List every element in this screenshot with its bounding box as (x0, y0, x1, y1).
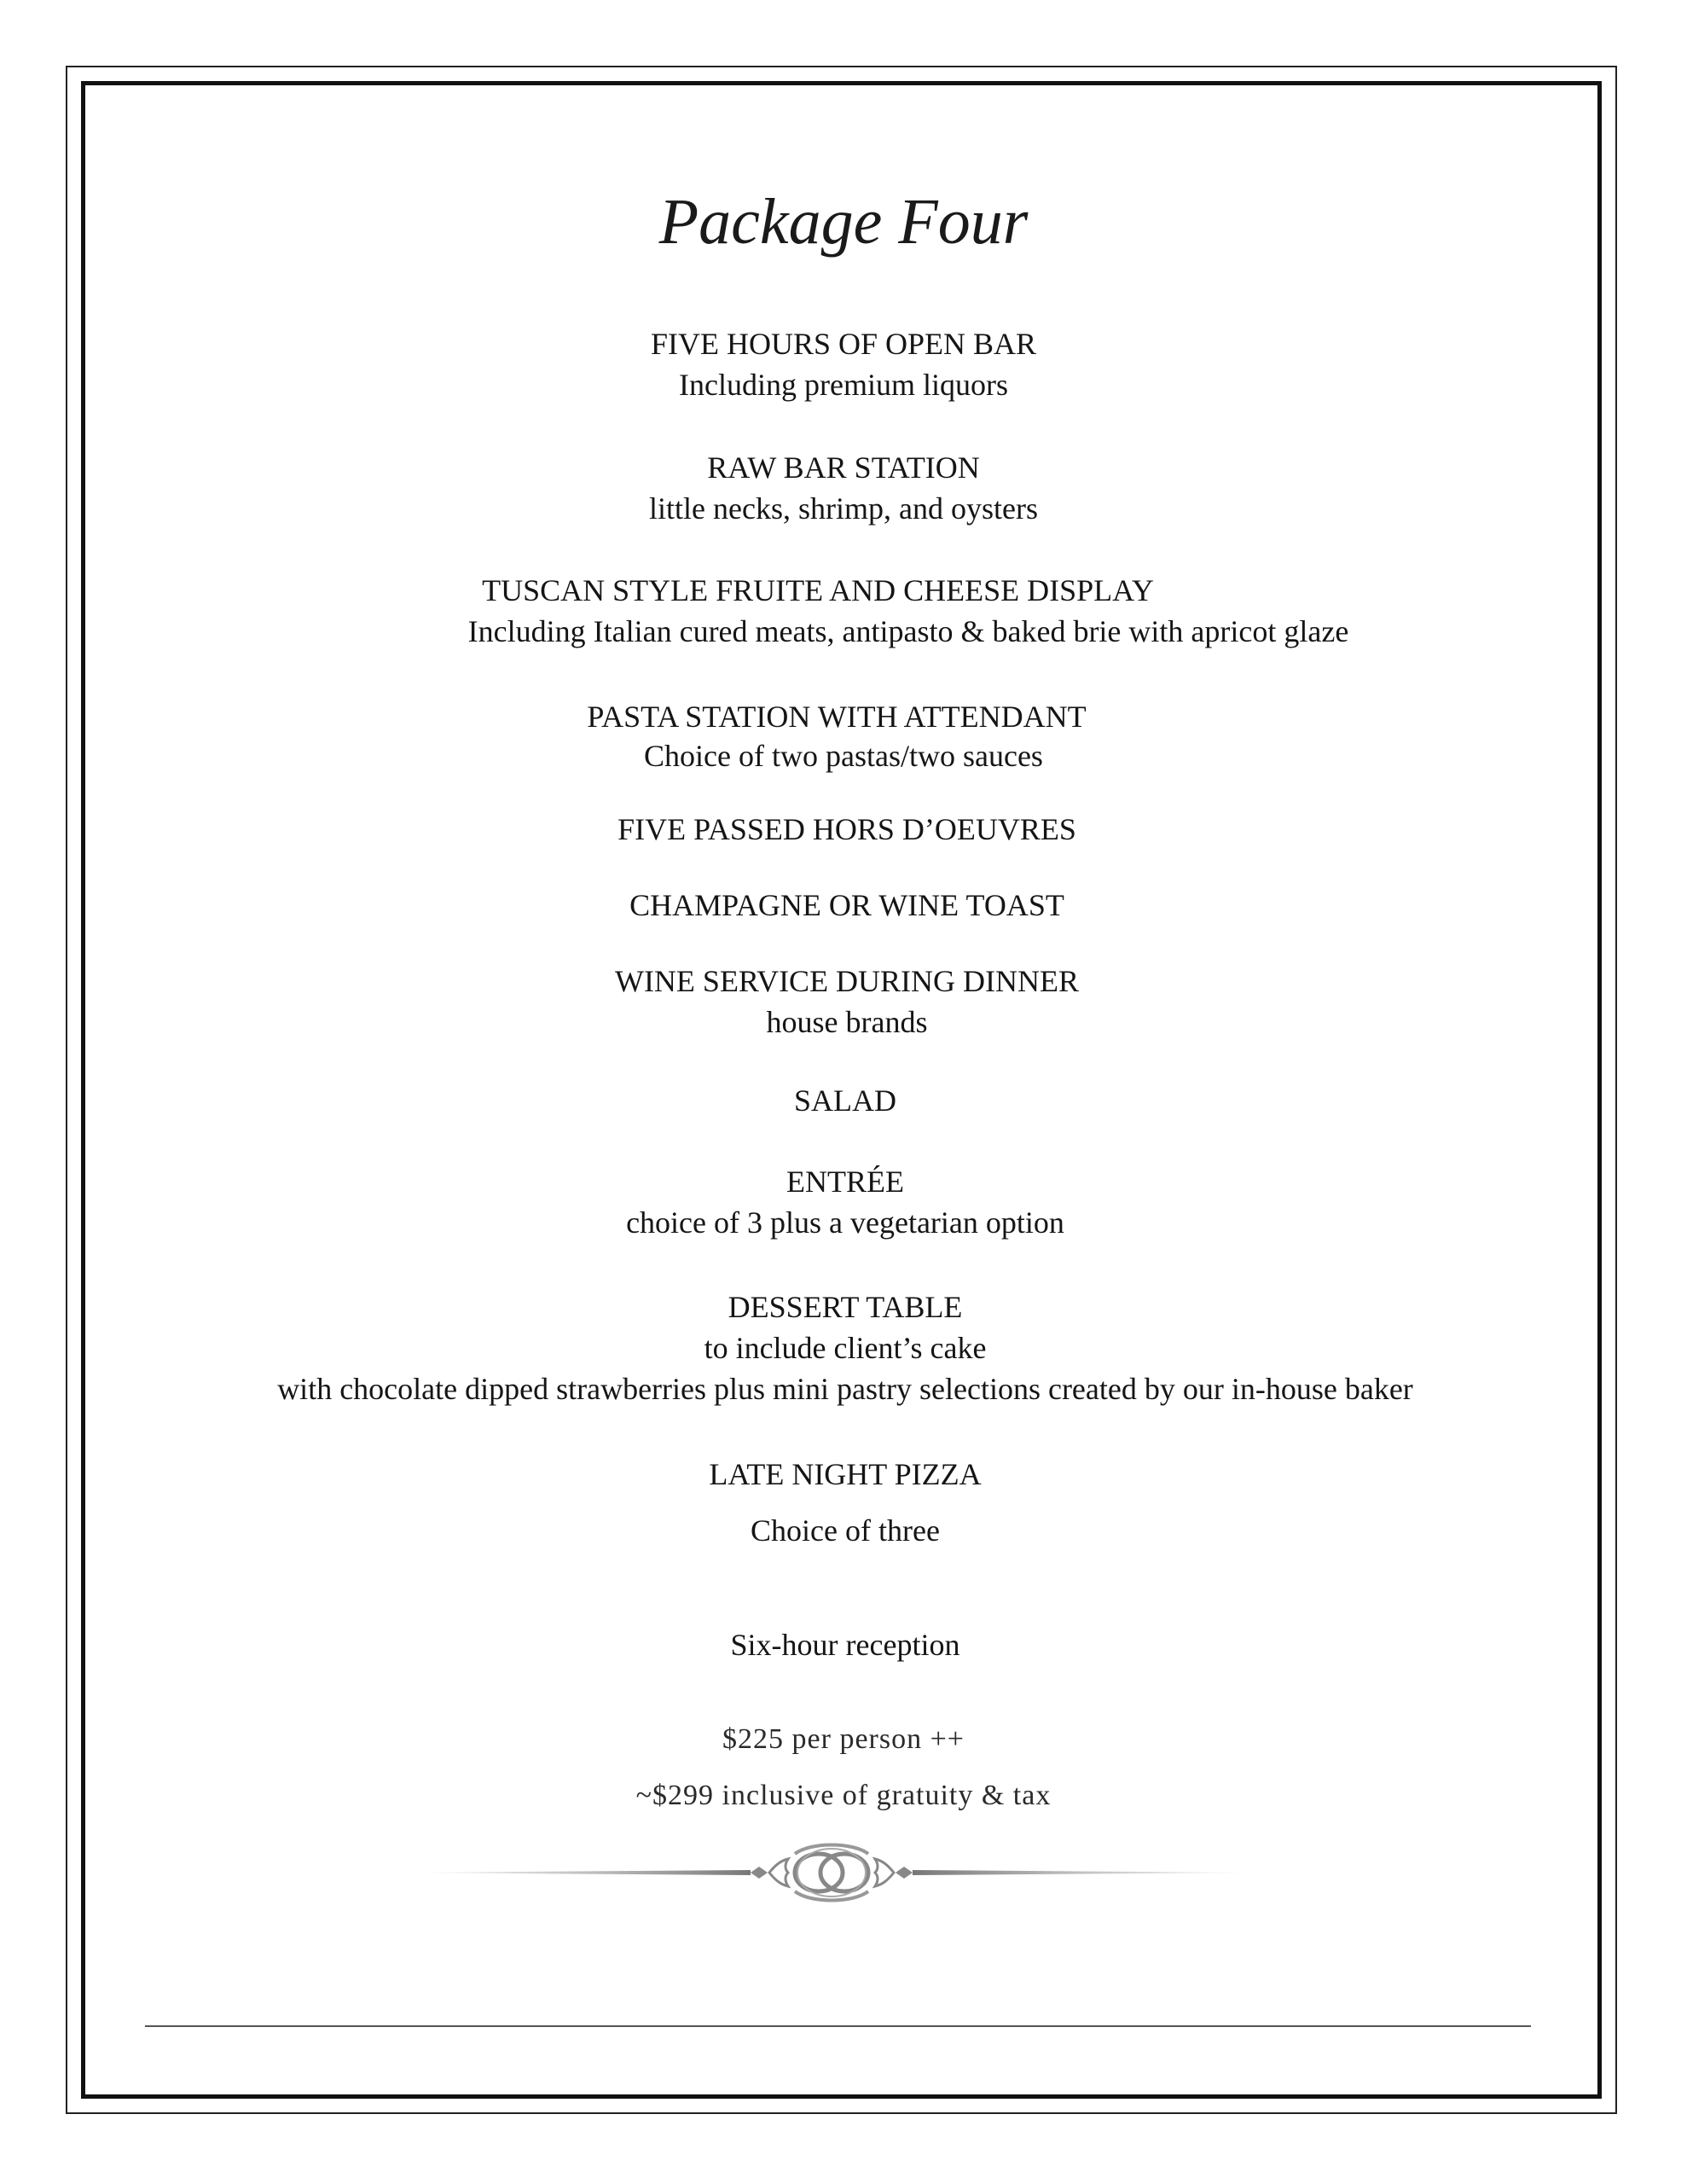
wine-service-heading: WINE SERVICE DURING DINNER (614, 964, 1080, 998)
hors-doeuvres-heading: FIVE PASSED HORS D’OEUVRES (617, 812, 1076, 846)
raw-bar-detail: little necks, shrimp, and oysters (649, 491, 1038, 526)
price-inclusive: ~$299 inclusive of gratuity & tax (635, 1780, 1052, 1811)
dessert-detail-extended: with chocolate dipped strawberries plus mini pastry selections created by our in-house baker (277, 1372, 1413, 1406)
open-bar-detail: Including premium liquors (679, 368, 1008, 402)
pizza-heading: LATE NIGHT PIZZA (709, 1457, 982, 1491)
dessert-heading: DESSERT TABLE (728, 1290, 963, 1324)
reception-duration: Six-hour reception (730, 1628, 960, 1662)
scroll-ornament-rings-icon (401, 1838, 1262, 1907)
price-per-person: $225 per person ++ (722, 1723, 965, 1755)
tuscan-heading: TUSCAN STYLE FRUITE AND CHEESE DISPLAY (482, 573, 1154, 607)
tuscan-detail: Including Italian cured meats, antipasto & baked brie with apricot glaze (467, 614, 1349, 648)
toast-heading: CHAMPAGNE OR WINE TOAST (629, 888, 1064, 922)
salad-heading: SALAD (793, 1083, 896, 1118)
pasta-detail: Choice of two pastas/two sauces (644, 739, 1043, 773)
pizza-detail: Choice of three (751, 1513, 940, 1548)
bottom-divider (145, 2025, 1531, 2027)
pasta-heading: PASTA STATION WITH ATTENDANT (587, 700, 1087, 734)
dessert-detail: to include client’s cake (704, 1331, 987, 1365)
raw-bar-heading: RAW BAR STATION (707, 450, 980, 485)
page-title: Package Four (658, 186, 1029, 258)
wine-service-detail: house brands (766, 1005, 928, 1039)
open-bar-heading: FIVE HOURS OF OPEN BAR (650, 327, 1037, 361)
entree-heading: ENTRÉE (786, 1165, 904, 1199)
entree-detail: choice of 3 plus a vegetarian option (626, 1205, 1064, 1240)
